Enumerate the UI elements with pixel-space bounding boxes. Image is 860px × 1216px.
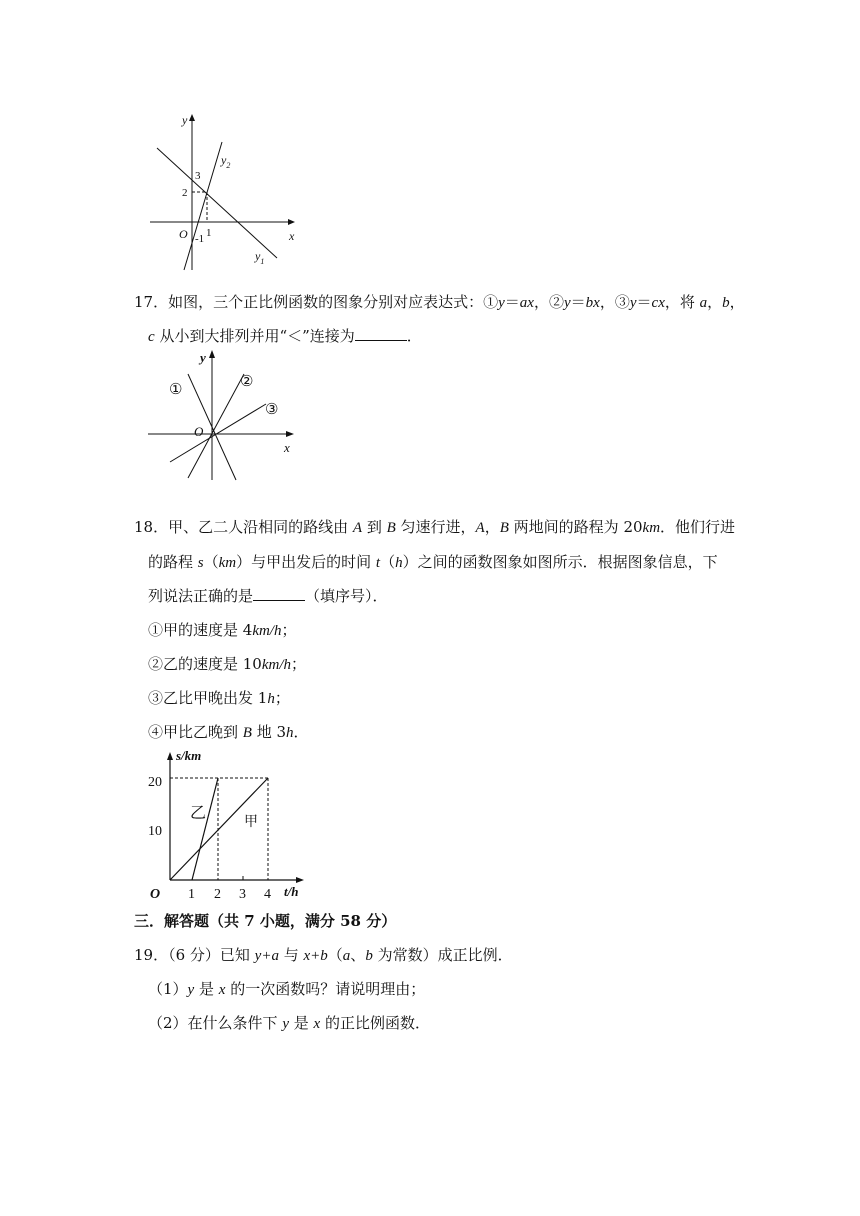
tick-label-3: 3 [195,170,201,182]
y-tick-20: 20 [148,775,162,790]
origin-label: O [194,424,204,439]
figure-intersecting-lines [145,110,305,270]
line-label-y2: $y_2$ [221,153,231,170]
y-axis-label: y [200,350,206,365]
x-axis-label: x [284,440,290,455]
line-label-2: ② [240,374,254,390]
line-label-3: ③ [265,402,279,418]
y-tick-10: 10 [148,824,162,839]
q19-part1: （1）y 是 x 的一次函数吗？请说明理由； [148,980,426,998]
series-label-jia: 甲 [244,815,258,830]
y-axis-label: s/km [176,748,202,763]
q18-line2: 的路程 s（km）与甲出发后的时间 t（h）之间的函数图象如图所示．根据图象信息，下 [148,553,718,571]
y-axis-label: y [182,113,188,127]
x-axis-label: x [289,229,295,243]
answer-blank [253,586,305,601]
figure-distance-time-graph [140,746,310,900]
section-heading: 三．解答题（共 7 小题，满分 58 分） [134,912,397,930]
q19-stem: 19．（6 分）已知 y+a 与 x+b（a、b 为常数）成正比例． [134,946,513,964]
answer-blank [355,326,407,341]
line-label-y1: $y_1$ [255,249,265,266]
tick-label-1: 1 [206,227,212,239]
q18-option-2: ②乙的速度是 10km/h； [148,655,307,673]
q18-option-4: ④甲比乙晚到 B 地 3h． [148,723,309,741]
q18-line3: 列说法正确的是 （填序号）． [148,587,388,605]
q17-line1: 17．如图，三个正比例函数的图象分别对应表达式：①y＝ax，②y＝bx，③y＝cx，将 a，b， [134,293,745,311]
q19-part2: （2）在什么条件下 y 是 x 的正比例函数． [148,1014,430,1032]
x-tick-2: 2 [214,887,221,902]
tick-label-2: 2 [182,187,188,199]
x-tick-4: 4 [264,887,271,902]
tick-label-neg1: -1 [195,233,205,245]
x-axis-label: t/h [284,884,299,899]
x-tick-1: 1 [188,887,195,902]
x-tick-3: 3 [239,887,246,902]
q18-option-3: ③乙比甲晚出发 1h； [148,689,290,707]
q18-line1: 18．甲、乙二人沿相同的路线由 A 到 B 匀速行进，A，B 两地间的路程为 20km．他们行进 [134,518,736,536]
series-label-yi: 乙 [190,805,207,822]
figure-three-lines [148,348,298,480]
origin-label: O [150,887,161,902]
line-label-1: ① [169,382,183,398]
q17-line2: c 从小到大排列并用“＜”连接为 ． [148,327,422,345]
q18-option-1: ①甲的速度是 4km/h； [148,621,297,639]
origin-label: O [179,227,188,241]
